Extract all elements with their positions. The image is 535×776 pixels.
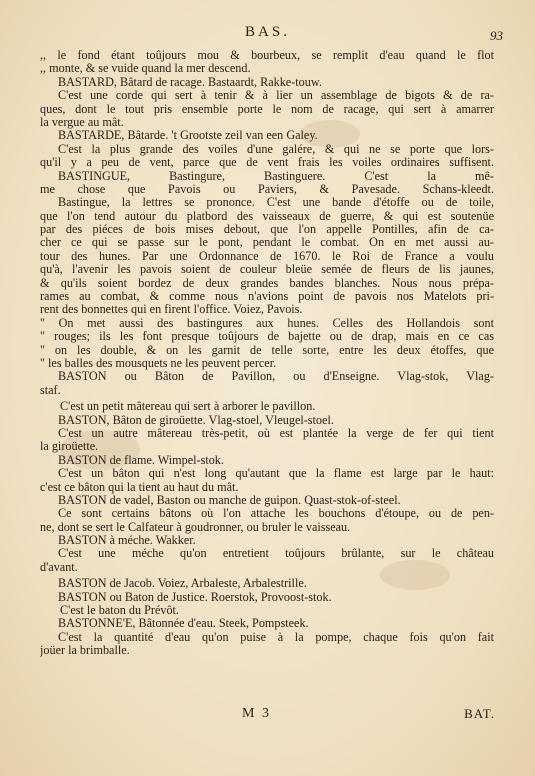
- signature-mark: M 3: [242, 706, 271, 721]
- text-line: C'est une méche qu'on entretient toûjours brûlante, sur le château: [58, 547, 494, 561]
- text-line: d'avant.: [40, 560, 78, 574]
- text-line: C'est un autre mâtereau très-petit, où est plantée la verge de fer qui tient: [58, 426, 494, 440]
- text-line: BASTON, Bâton de giroüette. Vlag-stoel, Vleugel-stoel.: [58, 413, 334, 427]
- text-line: " on les double, & on les garnit de telle sorte, entre les deux étoffes, que: [40, 343, 494, 357]
- text-line: me chose que Pavois ou Paviers, & Pavesade. Schans-kleedt.: [40, 182, 494, 196]
- catchword: BAT.: [464, 706, 495, 721]
- text-line: Ce sont certains bâtons où l'on attache les bouchons d'étoupe, ou de pen-: [58, 507, 494, 521]
- text-line: BASTON de Jacob. Voiez, Arbaleste, Arbalestrille.: [58, 577, 307, 591]
- text-line: BASTARD, Bâtard de racage. Bastaardt, Rakke-touw.: [58, 75, 322, 89]
- text-line: BASTON à méche. Wakker.: [58, 534, 196, 548]
- text-line: staf.: [40, 383, 61, 397]
- text-line: C'est un petit mâtereau qui sert à arborer le pavillon.: [60, 400, 316, 414]
- text-line: ne, dont se sert le Calfateur à goudronner, ou bruler le vaisseau.: [40, 520, 351, 534]
- text-line: BASTARDE, Bâtarde. 't Grootste zeil van een Galey.: [58, 129, 318, 143]
- text-line: " rouges; ils les font presque toûjours de bajette ou de drap, mais en ce cas: [40, 330, 494, 344]
- text-line: par des piéces de bois mises debout, que l'on appelle Pontilles, afin de ca-: [40, 223, 494, 237]
- text-line: BASTON de vadel, Baston ou manche de guipon. Quast-stok-of-steel.: [58, 493, 401, 507]
- text-line: C'est un bâton qui n'est long qu'autant que la flame est large par le haut:: [58, 467, 494, 481]
- text-line: tour des hunes. Par une Ordonnance de 1670. le Roi de France a voulu: [40, 249, 494, 263]
- text-line: qu'il y a peu de vent, parce que de vent frais les voiles ordinaires suffisent.: [40, 156, 494, 170]
- text-line: Bastingue, la lettres se prononce. C'est une bande d'étoffe ou de toile,: [58, 196, 494, 210]
- text-line: qu'à, l'avenir les pavois soient de couleur bleüe semée de fleurs de lis jaunes,: [40, 263, 494, 277]
- text-line: BASTON de flame. Wimpel-stok.: [58, 453, 224, 467]
- text-line: & qu'ils soient bordez de deux grandes bandes blanches. Nous nous prépa-: [40, 276, 494, 290]
- page-footer: [0, 706, 535, 726]
- text-line: " les balles des mousquets ne les peuvent percer.: [40, 356, 277, 370]
- text-line: ,, monte, & se vuide quand la mer descend.: [40, 62, 251, 76]
- text-line: " On met aussi des bastingures aux hunes. Celles des Hollandois sont: [40, 316, 494, 330]
- page-header: [0, 24, 535, 44]
- text-line: joüer la brimballe.: [40, 644, 130, 658]
- text-line: rames au combat, & comme nous n'avions point de pavois nos Matelots pri-: [40, 290, 494, 304]
- text-line: la giroüette.: [40, 440, 99, 454]
- text-line: rent des bonnettes qui en firent l'office. Voiez, Pavois.: [40, 303, 303, 317]
- text-line: cher ce qui se passe sur le pont, pendant le combat. On en met aussi au-: [40, 236, 494, 250]
- text-line: C'est le baton du Prévôt.: [60, 604, 179, 618]
- text-line: BASTINGUE, Bastingure, Bastinguere. C'est la mê-: [58, 169, 494, 183]
- text-line: C'est la quantité d'eau qu'on puise à la pompe, chaque fois qu'on fait: [58, 630, 494, 644]
- text-line: BASTON ou Baton de Justice. Roerstok, Provoost-stok.: [58, 590, 332, 604]
- text-line: ques, dont le tout pris ensemble porte le nom de racage, qui sert à amarrer: [40, 102, 494, 116]
- page-number: 93: [490, 28, 503, 43]
- body-text: [40, 49, 494, 658]
- running-head: BAS.: [245, 24, 290, 40]
- text-line: c'est ce bâton qui la tient au haut du mât.: [40, 480, 239, 494]
- text-line: BASTON ou Bâton de Pavillon, ou d'Enseigne. Vlag-stok, Vlag-: [58, 370, 494, 384]
- text-line: ,, le fond étant toûjours mou & bourbeux, se remplit d'eau quand le flot: [40, 49, 494, 62]
- text-line: la vergue au mât.: [40, 115, 124, 129]
- text-line: BASTONNE'E, Bâtonnée d'eau. Steek, Pompsteek.: [58, 617, 309, 631]
- text-line: C'est une corde qui sert à tenir & à lier un assemblage de bigots & de ra-: [58, 89, 494, 103]
- text-line: que l'on tend autour du platbord des vaisseaux de guerre, & qui est soutenüe: [40, 209, 494, 223]
- text-line: C'est la plus grande des voiles d'une galére, & qui ne se porte que lors-: [58, 142, 494, 156]
